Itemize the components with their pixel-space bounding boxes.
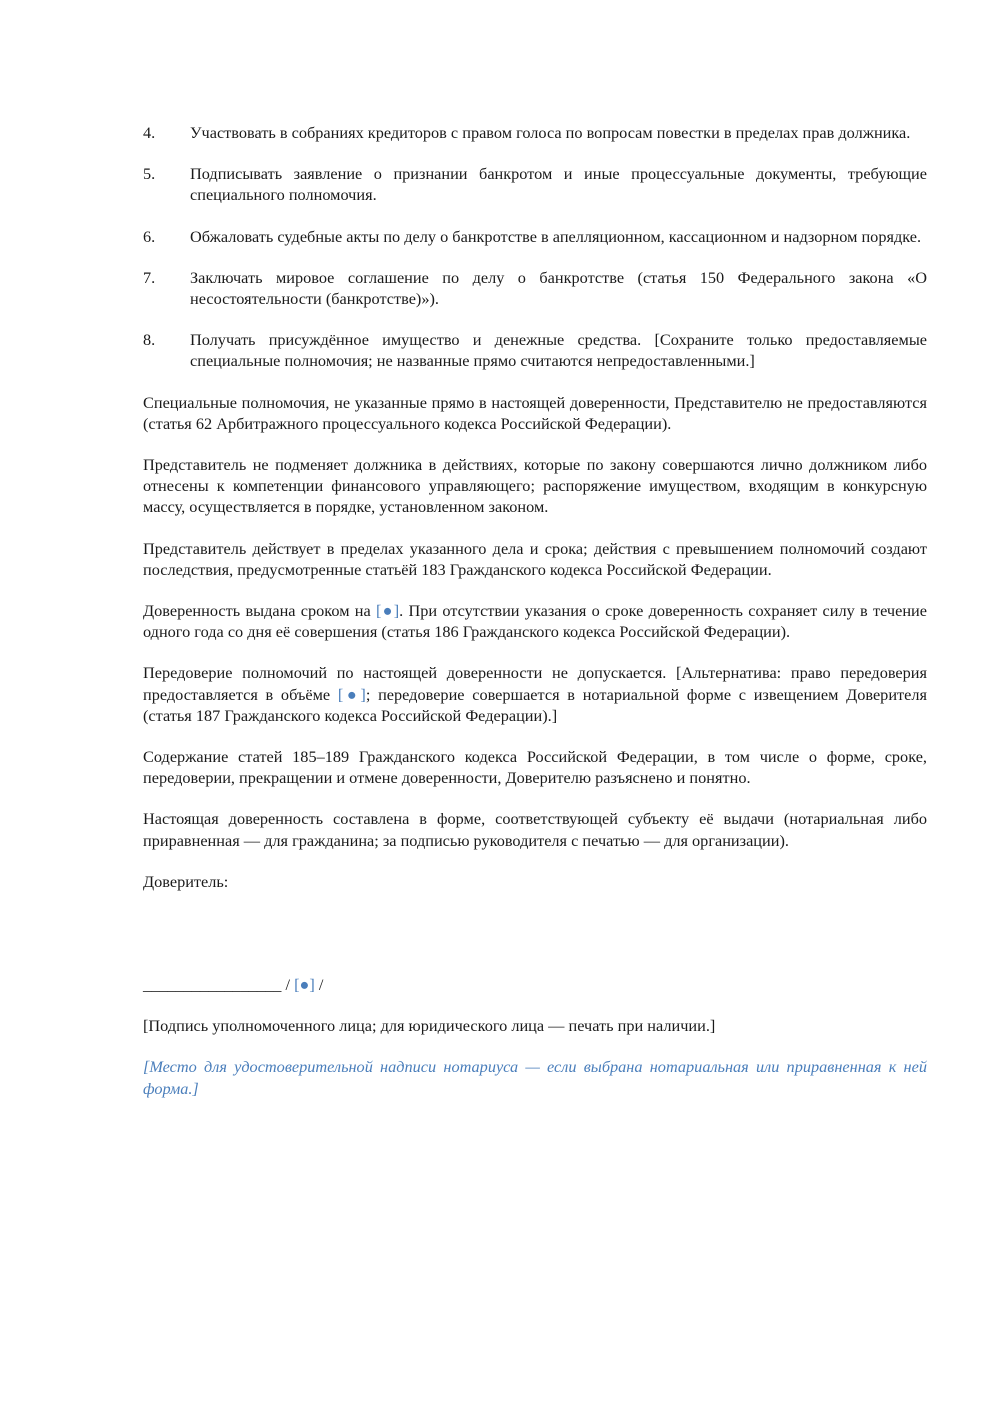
paragraph-articles-explained: Содержание статей 185–189 Гражданского кодекса Российской Федерации, в том числе о форме, сроке, передоверии, прекращении и отмене доверенности, Доверителю разъяснено и понятно. xyxy=(143,747,927,788)
list-item-number: 5. xyxy=(143,164,156,184)
signature-space xyxy=(143,912,927,974)
paragraph-scope-and-term: Представитель действует в пределах указанного дела и срока; действия с превышением полномочий создают последствия, предусмотренные статьёй 183 Гражданского кодекса Российской Федерации. xyxy=(143,538,927,579)
paragraph-text: . При отсутствии указания о сроке доверенность сохраняет силу в течение одного года со дня её совершения (статья 186 Гражданского кодекса Российской Федерации). xyxy=(143,601,927,642)
paragraph-redelegation xyxy=(143,662,927,726)
paragraph-form: Настоящая доверенность составлена в форме, соответствующей субъекту её выдачи (нотариальная либо приравненная — для гражданина; за подписью руководителя с печатью — для организации). xyxy=(143,809,927,850)
list-item-number: 4. xyxy=(143,123,156,142)
list-item-number: 7. xyxy=(143,267,156,287)
list-item-8 xyxy=(143,329,927,371)
principal-label: Доверитель: xyxy=(143,871,229,891)
paragraph-special-powers: Специальные полномочия, не указанные прямо в настоящей доверенности, Представителю не предоставляются (статья 62 Арбитражного процессуального кодекса Российской Федерации). xyxy=(143,392,927,433)
list-item-text: Получать присуждённое имущество и денежные средства. [Сохраните только предоставляемые специальные полномочия; не названные прямо считаются непредоставленными.] xyxy=(190,330,927,371)
placeholder-signer-name: [●] xyxy=(294,975,315,995)
signature-note: [Подпись уполномоченного лица; для юридического лица — печать при наличии.] xyxy=(143,1016,716,1036)
list-item-4 xyxy=(143,122,927,143)
signature-tail: / xyxy=(314,975,324,995)
list-item-text: Обжаловать судебные акты по делу о банкротстве в апелляционном, кассационном и надзорном порядке. xyxy=(190,226,922,246)
paragraph-text: ; передоверие совершается в нотариальной форме с извещением Доверителя (статья 187 Гражданского кодекса Российской Федерации).] xyxy=(143,684,927,725)
list-item-text: Подписывать заявление о признании банкротом и иные процессуальные документы, требующие специального полномочия. xyxy=(190,164,927,205)
paragraph-validity-term xyxy=(143,600,927,642)
signature-underline: _________________ / xyxy=(143,975,295,995)
list-item-7 xyxy=(143,267,927,309)
list-item-text: Заключать мировое соглашение по делу о банкротстве (статья 150 Федерального закона «О несостоятельности (банкротстве)»). xyxy=(190,267,927,309)
list-item-6 xyxy=(143,226,927,247)
list-item-text: Участвовать в собраниях кредиторов с правом голоса по вопросам повестки в пределах прав должника. xyxy=(190,123,911,142)
placeholder-term: [●] xyxy=(376,601,400,621)
paragraph-text: Передоверие полномочий по настоящей доверенности не допускается. [Альтернатива: право передоверия предоставляется в объёме xyxy=(143,663,927,704)
list-item-5 xyxy=(143,163,927,205)
paragraph-representative-limits: Представитель не подменяет должника в действиях, которые по закону совершаются лично должником либо отнесены к компетенции финансового управляющего; распоряжение имуществом, входящим в конкурсную массу, осуществляется в порядке, установленном законом. xyxy=(143,455,927,517)
placeholder-scope: [●] xyxy=(337,684,366,704)
list-item-number: 6. xyxy=(143,226,156,246)
signature-line xyxy=(143,974,927,995)
notary-note: [Место для удостоверительной надписи нотариуса — если выбрана нотариальная или приравненная к ней форма.] xyxy=(143,1057,927,1098)
paragraph-text: Доверенность выдана сроком на xyxy=(143,601,377,621)
list-item-number: 8. xyxy=(143,330,156,350)
document-page xyxy=(143,122,927,1099)
